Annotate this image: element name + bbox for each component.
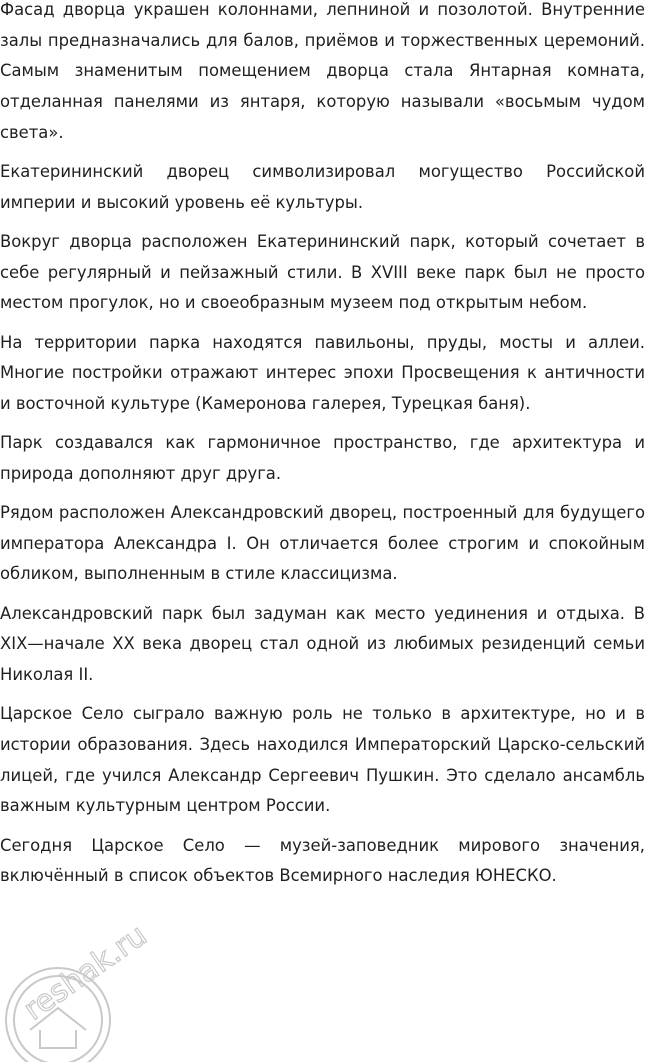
paragraph-3: Вокруг дворца расположен Екатерининский парк, который сочетает в себе регулярный и пейзажный стили. В XVIII веке парк был не просто местом прогулок, но и своеобразным музеем под открытым небом. — [0, 231, 645, 313]
paragraph-4: На территории парка находятся павильоны, пруды, мосты и аллеи. Многие постройки отражают интерес эпохи Просвещения к античности и восточной культуре (Камеронова галерея, Турецкая баня). — [0, 332, 645, 413]
watermark-text: reshak.ru — [17, 917, 154, 1028]
paragraph-8: Царское Село сыграло важную роль не только в архитектуре, но и в истории образования. Здесь находился Императорский Царско-сельский лицей, где учился Александр Сергеевич Пушкин. Это сделало ансамбль важным культурным центром России. — [0, 704, 645, 816]
paragraph-5: Парк создавался как гармоничное пространство, где архитектура и природа дополняют друг друга. — [0, 433, 645, 483]
paragraph-6: Рядом расположен Александровский дворец, построенный для будущего императора Александра I. Он отличается более строгим и спокойным обликом, выполненным в стиле классицизма. — [0, 503, 645, 584]
watermark-hat-icon — [30, 1008, 86, 1048]
paragraph-7: Александровский парк был задуман как место уединения и отдыха. В XIX—начале XX века дворец стал одной из любимых резиденций семьи Николая II. — [0, 603, 645, 685]
paragraph-9: Сегодня Царское Село — музей-заповедник мирового значения, включённый в список объектов Всемирного наследия ЮНЕСКО. — [0, 835, 645, 886]
paragraph-2: Екатерининский дворец символизировал могущество Российской империи и высокий уровень её культуры. — [0, 162, 645, 212]
paragraph-1: Фасад дворца украшен колоннами, лепниной и позолотой. Внутренние залы предназначались для балов, приёмов и торжественных церемоний. Самым знаменитым помещением дворца стала Янтарная комната, отделанная панелями из янтаря, которую называли «восьмым чудом света». — [0, 0, 645, 142]
watermark-logo — [0, 890, 200, 1062]
watermark-circle — [6, 968, 110, 1062]
